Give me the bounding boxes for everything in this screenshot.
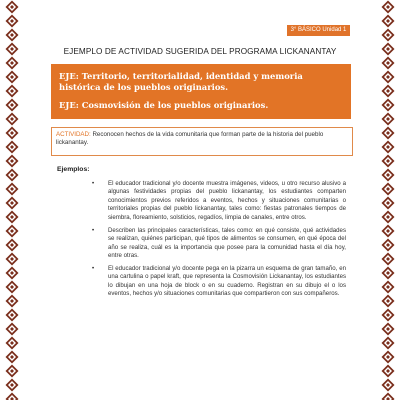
eje-territorio: EJE: Territorio, territorialidad, identidad y memoria histórica de los pueblos originarios. (59, 71, 303, 92)
eje-cosmovision: EJE: Cosmovisión de los pueblos originarios. (59, 100, 269, 110)
example-item-2: Describen las principales características, tales como: en qué consiste, qué actividades se realizan, quiénes participan, qué tipos de alimentos se consumen, en qué época del año se realiza, cuál es la importancia que posee para la comunidad hasta el día hoy, entre otras. (108, 227, 346, 260)
activity-text: Reconocen hechos de la vida comunitaria que forman parte de la historia del pueblo lickanantay. (56, 131, 324, 146)
left-decorative-border (5, 0, 19, 400)
activity-label: ACTIVIDAD: (56, 131, 91, 138)
example-item-3: El educador tradicional y/o docente pega en la pizarra un esquema de gran tamaño, en una cartulina o papel kraft, que representa la Cosmovisión Lickanantay, los estudiantes lo dibujan en una hoja de block o en su cuaderno. Registran en su dibujo el o los eventos, hechos y/o situaciones comunitarias que compartieron con sus compañeros. (108, 265, 346, 298)
eje-banner (51, 64, 351, 119)
example-item-1: El educador tradicional y/o docente muestra imágenes, videos, u otro recurso alusivo a algunas festividades propias del pueblo lickanantay, los estudiantes comparten conocimientos previos referidos a eventos, hechos y situaciones comunitarias o territoriales propias del pueblo lickanantay, tales como: fiestas patronales tiempos de siembra, floreamiento, solsticios, regadíos, limpia de canales, entre otros. (108, 180, 346, 221)
bullet-icon: • (92, 181, 95, 187)
bullet-icon: • (92, 266, 95, 272)
grade-unit-badge: 3° BÁSICO Unidad 1 (287, 25, 350, 36)
page-title: EJEMPLO DE ACTIVIDAD SUGERIDA DEL PROGRAMA LICKANANTAY (63, 47, 337, 56)
bullet-icon: • (92, 228, 95, 234)
examples-heading: Ejemplos: (57, 166, 90, 173)
right-decorative-border (381, 0, 395, 400)
activity-box (51, 127, 353, 156)
